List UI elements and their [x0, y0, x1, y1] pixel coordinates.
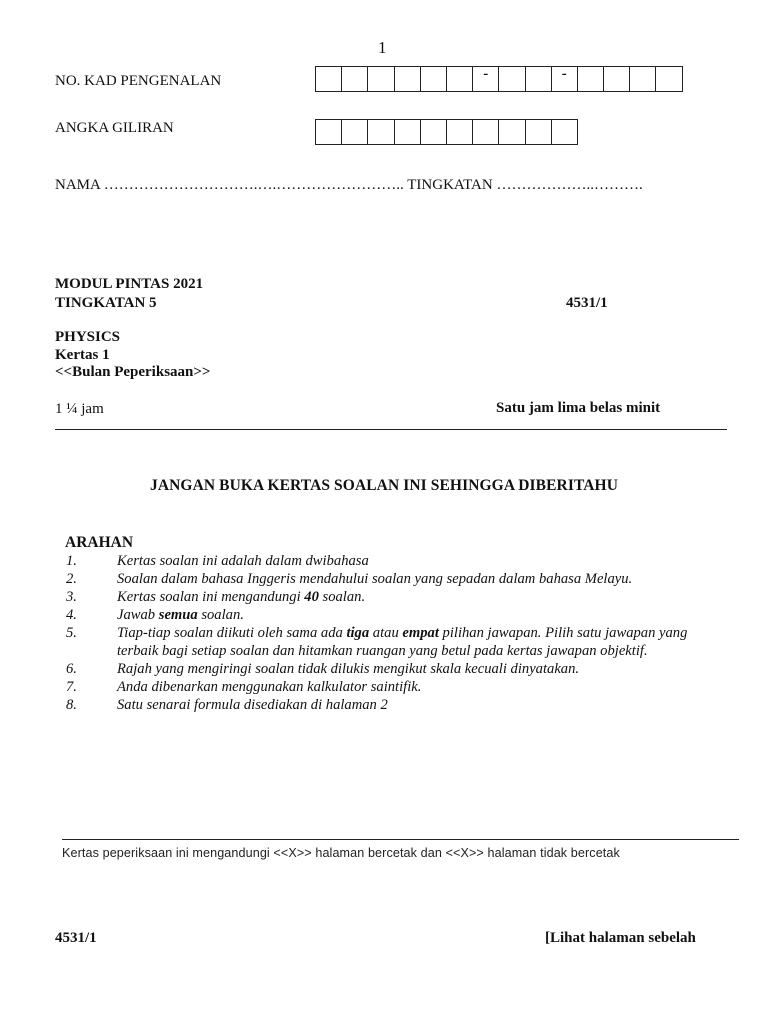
instruction-item: 2. Soalan dalam bahasa Inggeris mendahului soalan yang sepadan dalam bahasa Melayu.: [66, 571, 633, 587]
ic-digit-box[interactable]: [604, 66, 630, 92]
paper-code: 4531/1: [566, 295, 608, 311]
ic-digit-box[interactable]: -: [552, 66, 578, 92]
ic-digit-box[interactable]: [499, 66, 525, 92]
instruction-item: 5. Tiap-tiap soalan diikuti oleh sama ada tiga atau empat pilihan jawapan. Pilih satu jawapan yang terbaik bagi setiap soalan dan hitamkan ruangan yang betul pada kertas jawapan objektif.: [66, 625, 688, 659]
ic-digit-box[interactable]: [395, 66, 421, 92]
name-field[interactable]: ………………………….….……………………..: [103, 177, 408, 193]
paper-number: Kertas 1: [55, 347, 110, 363]
footer-paper-code: 4531/1: [55, 930, 97, 946]
next-page-note: [Lihat halaman sebelah: [545, 930, 696, 946]
duration-long: Satu jam lima belas minit: [496, 400, 661, 416]
index-digit-box[interactable]: [552, 119, 578, 145]
index-digit-box[interactable]: [316, 119, 342, 145]
form-field[interactable]: ………………..……….: [496, 177, 643, 193]
index-digit-box[interactable]: [447, 119, 473, 145]
ic-number-label: NO. KAD PENGENALAN: [55, 73, 222, 89]
instruction-item: 7. Anda dibenarkan menggunakan kalkulator saintifik.: [66, 679, 422, 695]
form-level: TINGKATAN 5: [55, 295, 157, 311]
index-digit-box[interactable]: [473, 119, 499, 145]
index-number-label: ANGKA GILIRAN: [55, 120, 174, 136]
instruction-item: 3. Kertas soalan ini mengandungi 40 soalan.: [66, 589, 366, 605]
page-number: 1: [378, 38, 387, 57]
index-digit-box[interactable]: [395, 119, 421, 145]
ic-digit-box[interactable]: [578, 66, 604, 92]
ic-digit-box[interactable]: [630, 66, 656, 92]
ic-digit-box[interactable]: [342, 66, 368, 92]
ic-digit-box[interactable]: [447, 66, 473, 92]
header-divider: [55, 429, 727, 430]
instructions-title: ARAHAN: [65, 534, 134, 551]
ic-digit-box[interactable]: [656, 66, 682, 92]
index-digit-box[interactable]: [368, 119, 394, 145]
name-line: [55, 177, 643, 194]
instruction-item: 8. Satu senarai formula disediakan di halaman 2: [66, 697, 388, 713]
ic-digit-box[interactable]: [316, 66, 342, 92]
subject-title: PHYSICS: [55, 329, 121, 345]
footer-divider: [62, 839, 739, 840]
name-label: NAMA: [55, 177, 101, 193]
page-count-note: Kertas peperiksaan ini mengandungi <<X>> halaman bercetak dan <<X>> halaman tidak bercetak: [62, 846, 620, 860]
duration-short: 1 ¼ jam: [55, 401, 104, 417]
form-label: TINGKATAN: [407, 177, 493, 193]
exam-month: <<Bulan Peperiksaan>>: [55, 364, 211, 380]
instruction-item: 4. Jawab semua soalan.: [66, 607, 244, 623]
index-digit-box[interactable]: [499, 119, 525, 145]
index-number-boxes[interactable]: [315, 119, 578, 145]
index-digit-box[interactable]: [526, 119, 552, 145]
ic-digit-box[interactable]: [368, 66, 394, 92]
instruction-item: 6. Rajah yang mengiringi soalan tidak dilukis mengikut skala kecuali dinyatakan.: [66, 661, 580, 677]
ic-digit-box[interactable]: -: [473, 66, 499, 92]
index-digit-box[interactable]: [421, 119, 447, 145]
module-title: MODUL PINTAS 2021: [55, 276, 204, 292]
do-not-open-warning: JANGAN BUKA KERTAS SOALAN INI SEHINGGA DIBERITAHU: [149, 477, 618, 494]
ic-digit-box[interactable]: [526, 66, 552, 92]
ic-number-boxes[interactable]: [315, 66, 683, 92]
instructions-list: [66, 552, 726, 714]
instruction-item: 1. Kertas soalan ini adalah dalam dwibahasa: [66, 553, 369, 569]
index-digit-box[interactable]: [342, 119, 368, 145]
ic-digit-box[interactable]: [421, 66, 447, 92]
